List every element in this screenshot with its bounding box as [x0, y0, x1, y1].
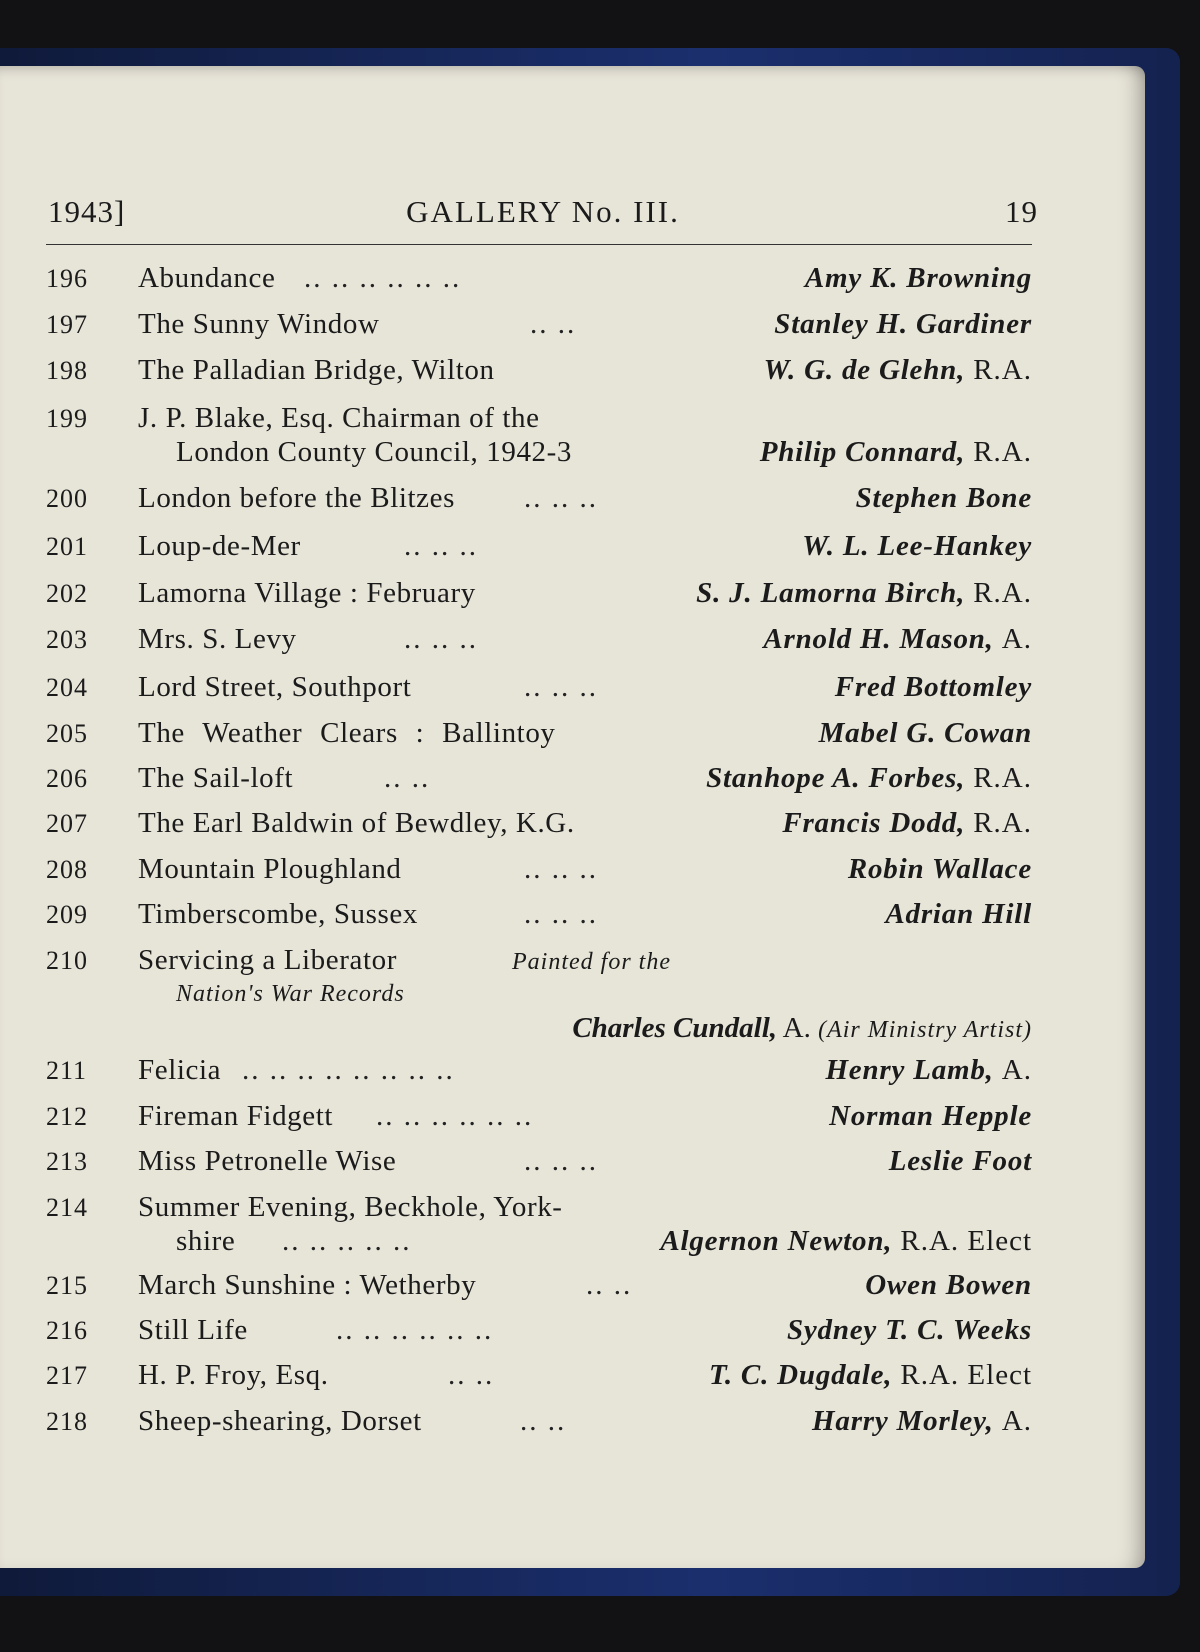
entry-number: 203 — [46, 625, 88, 654]
entry-203 — [46, 623, 1032, 671]
dot-leader: .. .. .. — [524, 671, 598, 703]
artist-name: T. C. Dugdale, — [708, 1359, 893, 1391]
entry-artist — [787, 1314, 1032, 1347]
entry-artist — [572, 1012, 1032, 1047]
artist-suffix: R.A. — [973, 577, 1032, 609]
dot-leader: .. .. .. .. .. .. — [336, 1314, 494, 1346]
entry-title: The Earl Baldwin of Bewdley, K.G. — [138, 807, 575, 839]
entry-198 — [46, 354, 1032, 402]
header-year: 1943] — [48, 194, 126, 229]
entry-209 — [46, 898, 1032, 944]
entry-title: The Sail-loft — [138, 762, 294, 794]
artist-name: Stephen Bone — [855, 482, 1032, 514]
dot-leader: .. .. — [530, 308, 577, 340]
entry-number: 213 — [46, 1147, 88, 1176]
page-number: 19 — [1005, 194, 1038, 229]
entry-number: 217 — [46, 1361, 88, 1390]
entry-artist — [865, 1269, 1032, 1302]
entry-213 — [46, 1145, 1032, 1191]
artist-suffix: A. — [1001, 623, 1032, 655]
artist-name: Francis Dodd, — [782, 807, 966, 839]
entry-title: J. P. Blake, Esq. Chairman of the — [138, 402, 540, 434]
entry-artist — [760, 436, 1032, 469]
artist-name: Arnold H. Mason, — [763, 623, 994, 655]
entry-201 — [46, 530, 1032, 577]
entry-number: 204 — [46, 673, 88, 702]
header-rule — [46, 244, 1032, 245]
dot-leader: .. .. .. .. .. .. .. .. — [242, 1054, 455, 1086]
artist-suffix: A. — [782, 1012, 811, 1044]
entry-artist — [763, 623, 1032, 656]
entry-216 — [46, 1314, 1032, 1359]
entry-artist — [782, 807, 1032, 840]
artist-suffix: R.A. — [973, 762, 1032, 794]
entry-number: 206 — [46, 764, 88, 793]
entry-artist — [835, 671, 1032, 704]
artist-name: Leslie Foot — [888, 1145, 1032, 1177]
entry-artist — [819, 717, 1032, 750]
artist-name: Henry Lamb, — [825, 1054, 994, 1086]
entry-number: 218 — [46, 1407, 88, 1436]
dot-leader: .. .. .. — [404, 530, 478, 562]
entry-202 — [46, 577, 1032, 623]
entry-title: The Sunny Window — [138, 308, 380, 340]
entry-204 — [46, 671, 1032, 717]
entry-number: 200 — [46, 484, 88, 513]
entry-artist — [774, 308, 1032, 341]
entry-title: Loup-de-Mer — [138, 530, 301, 562]
entry-artist — [660, 1225, 1032, 1258]
catalogue-page — [0, 66, 1145, 1568]
entry-206 — [46, 762, 1032, 807]
entry-artist — [812, 1405, 1032, 1438]
artist-name: Adrian Hill — [885, 898, 1032, 930]
artist-name: Stanley H. Gardiner — [774, 308, 1032, 340]
entry-196 — [46, 262, 1032, 308]
entry-number: 207 — [46, 809, 88, 838]
entry-number: 199 — [46, 404, 88, 433]
entry-210 — [46, 944, 1032, 1054]
entry-artist — [802, 530, 1032, 563]
entry-artist — [856, 482, 1032, 515]
entry-title: Miss Petronelle Wise — [138, 1145, 397, 1177]
entry-title: Lamorna Village : February — [138, 577, 476, 609]
entry-number: 196 — [46, 264, 88, 293]
dot-leader: .. .. .. .. .. .. — [376, 1100, 534, 1132]
entry-title: Still Life — [138, 1314, 248, 1346]
artist-suffix: A. — [1001, 1405, 1032, 1437]
artist-name: W. G. de Glehn, — [763, 354, 966, 386]
entry-title: Summer Evening, Beckhole, York- — [138, 1191, 563, 1223]
dot-leader: .. .. .. — [524, 1145, 598, 1177]
entry-199 — [46, 402, 1032, 482]
entry-artist — [764, 354, 1032, 387]
dot-leader: .. .. .. .. .. .. — [304, 262, 462, 294]
entry-title: Servicing a Liberator — [138, 944, 398, 976]
artist-name: Harry Morley, — [812, 1405, 994, 1437]
artist-name: W. L. Lee-Hankey — [802, 530, 1032, 562]
entry-200 — [46, 482, 1032, 530]
artist-name: Sydney T. C. Weeks — [786, 1314, 1032, 1346]
artist-name: Algernon Newton, — [660, 1225, 893, 1257]
entry-number: 201 — [46, 532, 88, 561]
entry-title: March Sunshine : Wetherby — [138, 1269, 477, 1301]
artist-name: Owen Bowen — [865, 1269, 1032, 1301]
artist-name: Robin Wallace — [847, 853, 1032, 885]
dot-leader: .. .. .. — [524, 482, 598, 514]
dot-leader: .. .. .. — [524, 853, 598, 885]
artist-suffix: R.A. Elect — [900, 1359, 1032, 1391]
entry-number: 205 — [46, 719, 88, 748]
entry-205 — [46, 717, 1032, 762]
dot-leader: .. .. .. — [404, 623, 478, 655]
entry-artist — [696, 577, 1032, 610]
entry-number: 197 — [46, 310, 88, 339]
entry-number: 212 — [46, 1102, 88, 1131]
entry-artist — [825, 1054, 1032, 1087]
entry-211 — [46, 1054, 1032, 1100]
header-title: GALLERY No. III. — [406, 194, 680, 229]
artist-name: S. J. Lamorna Birch, — [696, 577, 966, 609]
entry-207 — [46, 807, 1032, 853]
entry-197 — [46, 308, 1032, 354]
entry-artist — [805, 262, 1032, 295]
artist-name: Amy K. Browning — [804, 262, 1032, 294]
entry-title: Lord Street, Southport — [138, 671, 412, 703]
entry-title: London before the Blitzes — [138, 482, 455, 514]
entry-title: Fireman Fidgett — [138, 1100, 334, 1132]
entry-artist — [829, 1100, 1032, 1133]
entry-212 — [46, 1100, 1032, 1145]
entry-title: Timberscombe, Sussex — [138, 898, 418, 930]
entry-artist — [848, 853, 1032, 886]
dot-leader: .. .. — [384, 762, 431, 794]
entry-208 — [46, 853, 1032, 898]
dot-leader: .. .. .. — [524, 898, 598, 930]
dot-leader: .. .. — [520, 1405, 567, 1437]
artist-name: Fred Bottomley — [834, 671, 1032, 703]
dot-leader: .. .. .. .. .. — [282, 1225, 412, 1257]
artist-suffix: R.A. — [973, 807, 1032, 839]
artist-suffix: A. — [1001, 1054, 1032, 1086]
dot-leader: .. .. — [448, 1359, 495, 1391]
entry-title-continued: London County Council, 1942-3 — [176, 436, 572, 468]
entry-number: 209 — [46, 900, 88, 929]
artist-name: Philip Connard, — [759, 436, 966, 468]
entry-title: The Weather Clears : Ballintoy — [138, 717, 556, 749]
entry-artist — [706, 762, 1032, 795]
entry-title-continued: shire — [176, 1225, 236, 1257]
artist-name: Charles Cundall, — [572, 1012, 777, 1044]
artist-suffix: R.A. — [973, 436, 1032, 468]
entry-215 — [46, 1269, 1032, 1314]
entry-note-continued: Nation's War Records — [176, 981, 405, 1007]
artist-name: Stanhope A. Forbes, — [706, 762, 966, 794]
entry-number: 214 — [46, 1193, 88, 1222]
entry-217 — [46, 1359, 1032, 1405]
entry-artist — [885, 898, 1032, 931]
entry-title: Mrs. S. Levy — [138, 623, 297, 655]
dot-leader: .. .. — [586, 1269, 633, 1301]
entry-number: 198 — [46, 356, 88, 385]
artist-suffix: R.A. — [973, 354, 1032, 386]
entry-218 — [46, 1405, 1032, 1451]
entry-artist — [889, 1145, 1032, 1178]
entry-214 — [46, 1191, 1032, 1269]
entry-artist — [709, 1359, 1032, 1392]
entry-number: 216 — [46, 1316, 88, 1345]
running-head — [48, 194, 1038, 236]
artist-suffix: R.A. Elect — [900, 1225, 1032, 1257]
entry-title: Abundance — [138, 262, 276, 294]
artist-name: Norman Hepple — [829, 1100, 1032, 1132]
entry-number: 210 — [46, 946, 88, 975]
entry-title: The Palladian Bridge, Wilton — [138, 354, 495, 386]
entry-title: H. P. Froy, Esq. — [138, 1359, 329, 1391]
entry-number: 208 — [46, 855, 88, 884]
entry-number: 211 — [46, 1056, 88, 1085]
entry-number: 215 — [46, 1271, 88, 1300]
entry-title: Sheep-shearing, Dorset — [138, 1405, 422, 1437]
artist-name: Mabel G. Cowan — [818, 717, 1032, 749]
entry-number: 202 — [46, 579, 88, 608]
entry-title: Mountain Ploughland — [138, 853, 402, 885]
entry-title: Felicia — [138, 1054, 222, 1086]
artist-role: (Air Ministry Artist) — [818, 1017, 1032, 1043]
entry-note: Painted for the — [512, 949, 671, 975]
